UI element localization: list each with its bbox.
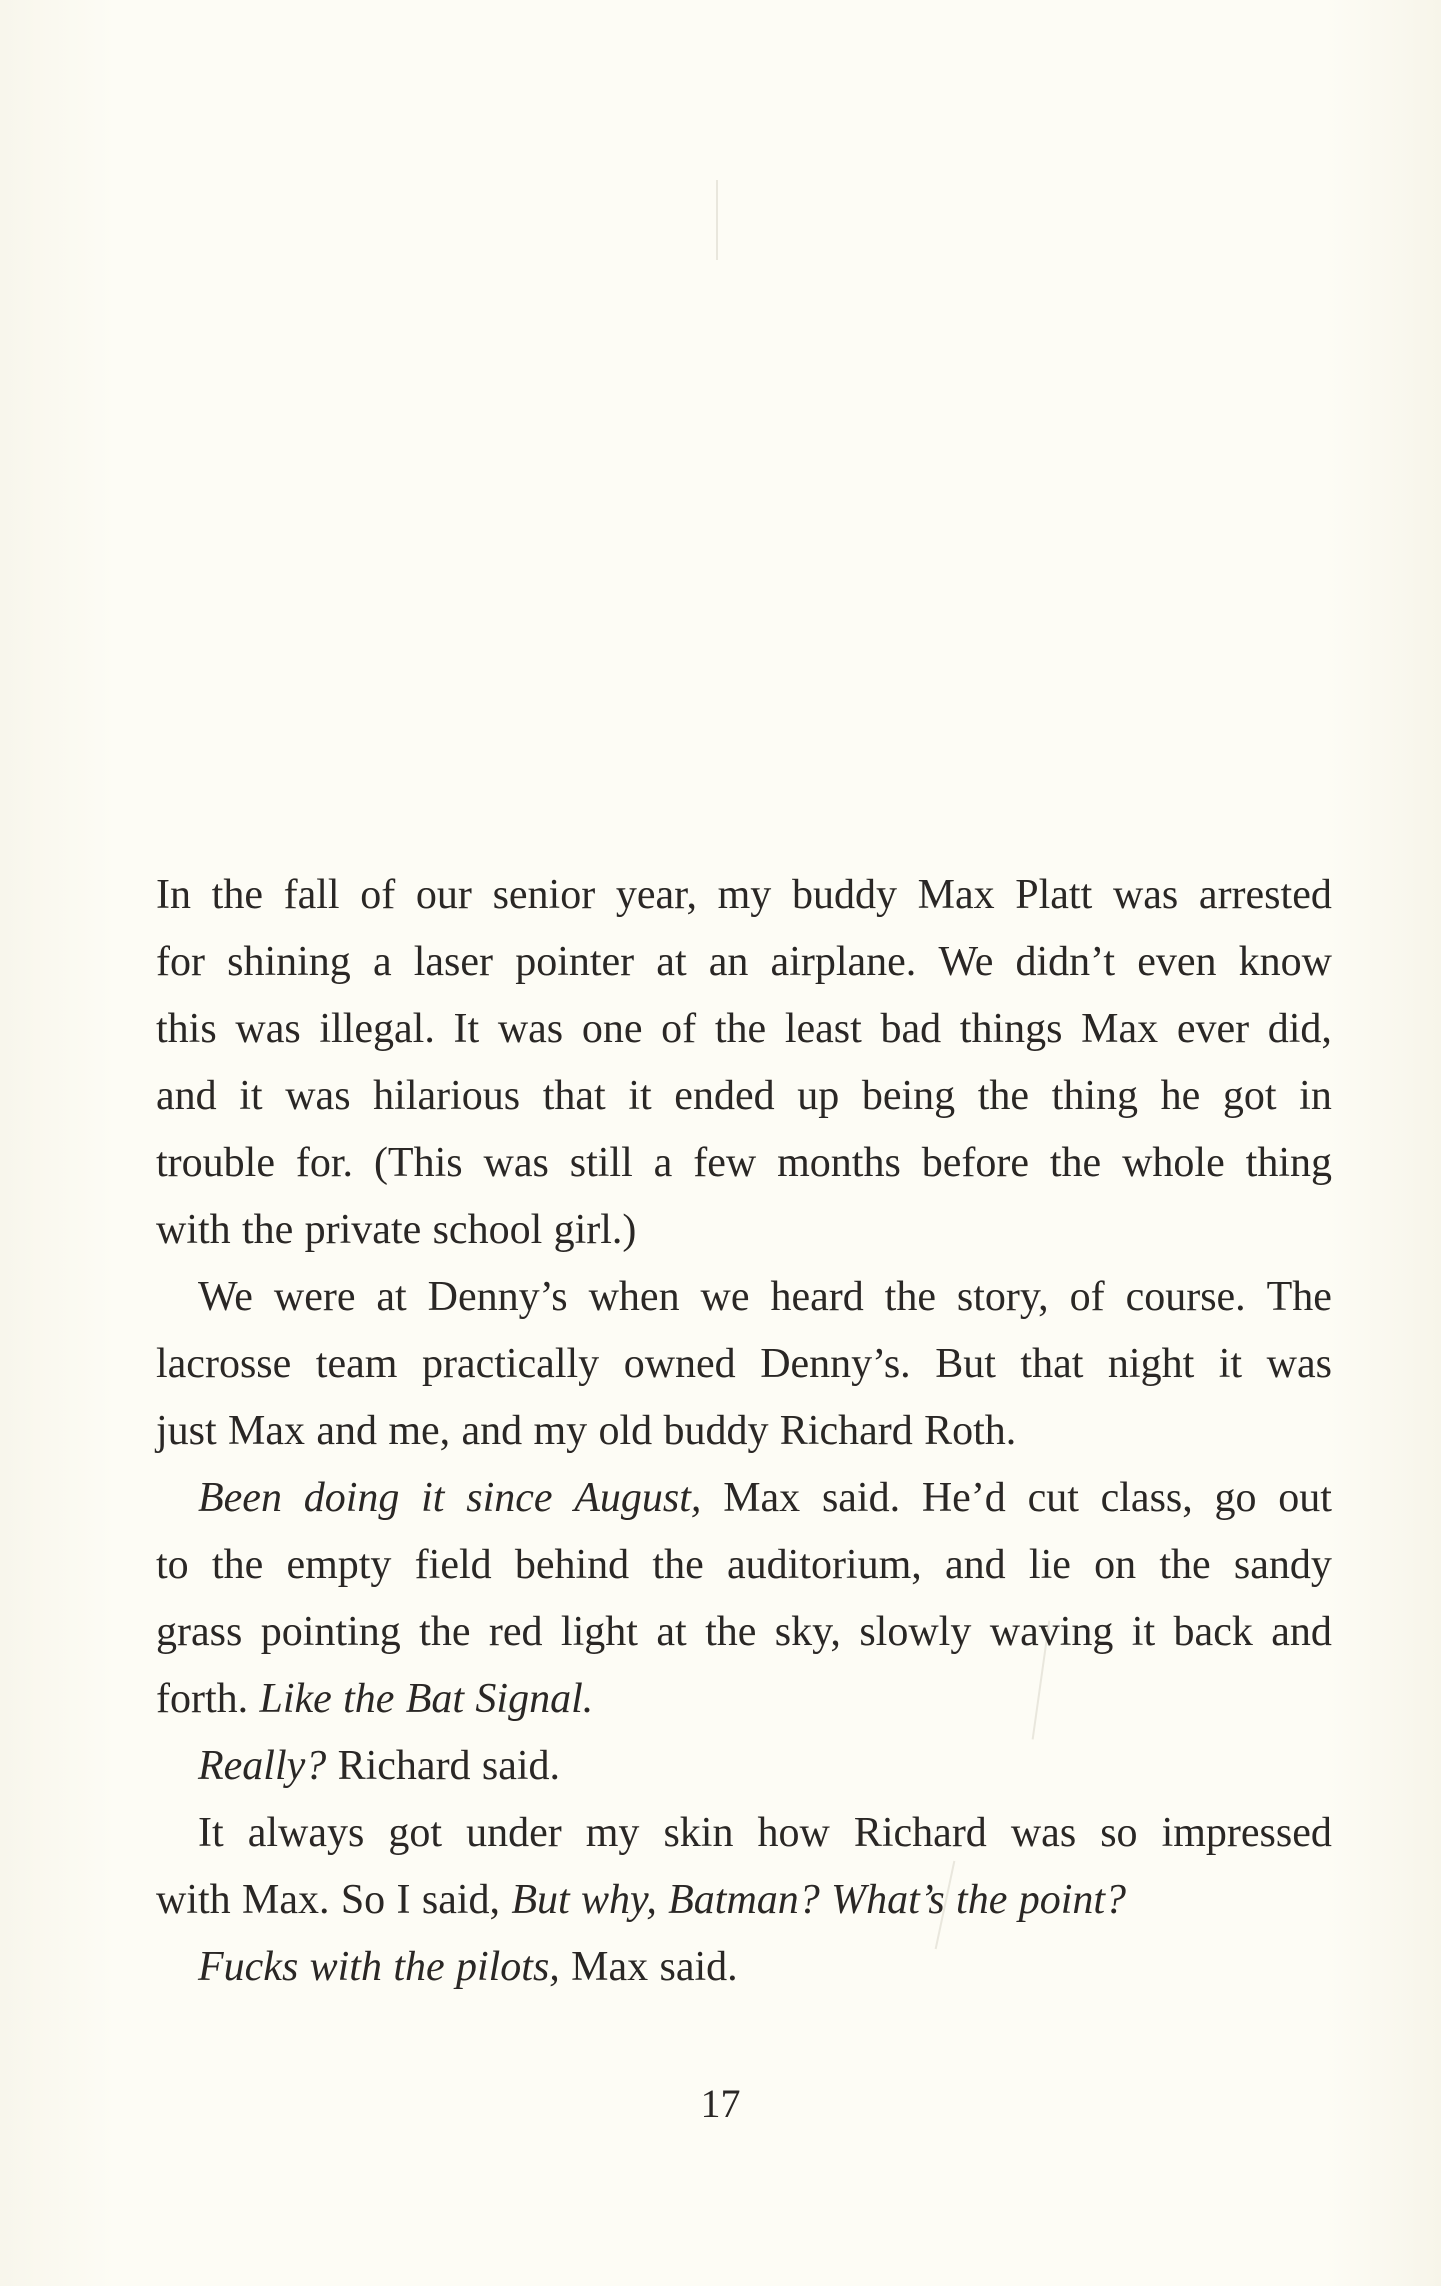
word: So bbox=[340, 1877, 386, 1923]
word-gap bbox=[450, 1398, 461, 1465]
word: (This bbox=[373, 1140, 463, 1186]
word: bad bbox=[880, 1006, 942, 1052]
word: one bbox=[581, 1006, 643, 1052]
word: and bbox=[156, 1073, 217, 1119]
word: at bbox=[656, 939, 687, 985]
word-gap bbox=[394, 1666, 405, 1733]
word: on bbox=[1094, 1542, 1137, 1588]
text-line bbox=[156, 1063, 1332, 1130]
word: of bbox=[661, 1006, 697, 1052]
text-line bbox=[156, 1264, 1332, 1331]
word: before bbox=[921, 1140, 1029, 1186]
word: Richard bbox=[779, 1408, 913, 1454]
word: even bbox=[1137, 939, 1217, 985]
word: he bbox=[1160, 1073, 1201, 1119]
word: cut bbox=[1027, 1475, 1079, 1521]
word: practically bbox=[421, 1341, 600, 1387]
word: still bbox=[569, 1140, 633, 1186]
word-gap bbox=[570, 1867, 581, 1934]
word: We bbox=[198, 1274, 253, 1320]
word: up bbox=[797, 1073, 840, 1119]
word: it bbox=[628, 1073, 652, 1119]
word: since bbox=[466, 1475, 553, 1521]
word: the bbox=[1159, 1542, 1211, 1588]
word: with bbox=[156, 1207, 231, 1253]
word-gap bbox=[522, 1398, 533, 1465]
word: was bbox=[1010, 1810, 1077, 1856]
word: Fucks bbox=[198, 1944, 299, 1990]
word: Signal. bbox=[475, 1676, 594, 1722]
word: owned bbox=[623, 1341, 736, 1387]
text-line bbox=[156, 1599, 1332, 1666]
word: out bbox=[1278, 1475, 1332, 1521]
word: me, bbox=[388, 1408, 451, 1454]
word: got bbox=[388, 1810, 443, 1856]
word: things bbox=[959, 1006, 1063, 1052]
text-line bbox=[156, 1398, 1332, 1465]
word: Platt bbox=[1015, 872, 1093, 918]
paragraph bbox=[156, 1934, 1332, 2001]
word: slowly bbox=[859, 1609, 972, 1655]
word: and bbox=[461, 1408, 523, 1454]
word-gap bbox=[298, 1934, 309, 2001]
word: pointing bbox=[260, 1609, 401, 1655]
word: and bbox=[1271, 1609, 1332, 1655]
word: Like bbox=[259, 1676, 332, 1722]
word: the bbox=[211, 872, 263, 918]
word: night bbox=[1107, 1341, 1195, 1387]
word: Roth. bbox=[924, 1408, 1017, 1454]
word: pointer bbox=[515, 939, 635, 985]
text-line bbox=[156, 862, 1332, 929]
word-gap bbox=[542, 1197, 553, 1264]
word: The bbox=[1266, 1274, 1332, 1320]
word: In bbox=[156, 872, 191, 918]
word: field bbox=[414, 1542, 492, 1588]
paragraph bbox=[156, 1264, 1332, 1465]
word: airplane. bbox=[770, 939, 917, 985]
word: the bbox=[977, 1073, 1030, 1119]
word: Denny’s. bbox=[760, 1341, 911, 1387]
word: the bbox=[242, 1207, 294, 1253]
word: why, bbox=[580, 1877, 657, 1923]
word: the bbox=[343, 1676, 395, 1722]
word: an bbox=[708, 939, 749, 985]
word: said, bbox=[421, 1877, 500, 1923]
word: it bbox=[1218, 1341, 1243, 1387]
word: to bbox=[156, 1542, 189, 1588]
word: said. bbox=[821, 1475, 901, 1521]
word: the bbox=[652, 1542, 704, 1588]
word: buddy bbox=[663, 1408, 769, 1454]
word: lie bbox=[1028, 1542, 1071, 1588]
word: was bbox=[1266, 1341, 1332, 1387]
word: that bbox=[542, 1073, 606, 1119]
word: red bbox=[488, 1609, 543, 1655]
word: know bbox=[1238, 939, 1332, 985]
word-gap bbox=[330, 1867, 341, 1934]
word-gap bbox=[217, 1398, 228, 1465]
word: the bbox=[884, 1274, 936, 1320]
word: this bbox=[156, 1006, 217, 1052]
word: It bbox=[198, 1810, 224, 1856]
word: But bbox=[935, 1341, 996, 1387]
text-line bbox=[156, 996, 1332, 1063]
word: empty bbox=[286, 1542, 392, 1588]
word-gap bbox=[305, 1398, 316, 1465]
word-gap bbox=[768, 1398, 779, 1465]
text-line bbox=[156, 1934, 1332, 2001]
word-gap bbox=[411, 1867, 422, 1934]
word: always bbox=[247, 1810, 365, 1856]
word: at bbox=[656, 1609, 687, 1655]
word: ended bbox=[674, 1073, 775, 1119]
word: thing bbox=[1051, 1073, 1138, 1119]
word-gap bbox=[1007, 1867, 1018, 1934]
word: was bbox=[1112, 872, 1179, 918]
word: in bbox=[1299, 1073, 1332, 1119]
word-gap bbox=[913, 1398, 924, 1465]
word: trouble bbox=[156, 1140, 275, 1186]
word: team bbox=[315, 1341, 398, 1387]
word: it bbox=[239, 1073, 263, 1119]
word: sandy bbox=[1233, 1542, 1332, 1588]
word: of bbox=[360, 872, 396, 918]
word: class, bbox=[1100, 1475, 1193, 1521]
text-line bbox=[156, 929, 1332, 996]
word: private bbox=[304, 1207, 422, 1253]
word: Been bbox=[198, 1475, 282, 1521]
text-line bbox=[156, 1733, 1332, 1800]
word: of bbox=[1069, 1274, 1105, 1320]
word: the bbox=[714, 1006, 767, 1052]
word: we bbox=[700, 1274, 750, 1320]
word: was bbox=[483, 1140, 549, 1186]
word: least bbox=[784, 1006, 862, 1052]
word: school bbox=[432, 1207, 543, 1253]
word: sky, bbox=[774, 1609, 841, 1655]
word: thing bbox=[1245, 1140, 1332, 1186]
word: Max bbox=[917, 872, 995, 918]
word-gap bbox=[464, 1666, 475, 1733]
word: my bbox=[533, 1408, 588, 1454]
word-gap bbox=[231, 1197, 242, 1264]
word: the bbox=[705, 1609, 757, 1655]
word: under bbox=[466, 1810, 562, 1856]
paragraph bbox=[156, 862, 1332, 1264]
word-gap bbox=[377, 1398, 388, 1465]
word: it bbox=[1131, 1609, 1156, 1655]
word: Richard bbox=[853, 1810, 987, 1856]
word: shining bbox=[227, 939, 351, 985]
word: was bbox=[235, 1006, 301, 1052]
word-gap bbox=[471, 1733, 482, 1800]
word: the bbox=[211, 1542, 264, 1588]
text-line bbox=[156, 1800, 1332, 1867]
word: waving bbox=[989, 1609, 1114, 1655]
word-gap bbox=[648, 1934, 659, 2001]
word: I bbox=[396, 1877, 411, 1923]
word-gap bbox=[382, 1934, 393, 2001]
word-gap bbox=[945, 1867, 956, 1934]
word: our bbox=[415, 872, 472, 918]
word: arrested bbox=[1198, 872, 1332, 918]
word: Richard bbox=[337, 1743, 471, 1789]
word: behind bbox=[514, 1542, 630, 1588]
word: forth. bbox=[156, 1676, 249, 1722]
word: for. bbox=[295, 1140, 354, 1186]
word: for bbox=[156, 939, 205, 985]
word: But bbox=[511, 1877, 570, 1923]
word: What’s bbox=[831, 1877, 945, 1923]
word: being bbox=[861, 1073, 956, 1119]
word: Max bbox=[723, 1475, 801, 1521]
word: the bbox=[393, 1944, 445, 1990]
word: August, bbox=[574, 1475, 702, 1521]
word: buddy bbox=[791, 872, 897, 918]
paragraph bbox=[156, 1465, 1332, 1733]
word: the bbox=[956, 1877, 1008, 1923]
paragraph bbox=[156, 1733, 1332, 1800]
word: and bbox=[316, 1408, 377, 1454]
word: the bbox=[419, 1609, 471, 1655]
word: did, bbox=[1267, 1006, 1332, 1052]
word: grass bbox=[156, 1609, 243, 1655]
word-gap bbox=[385, 1867, 396, 1934]
word: was bbox=[497, 1006, 564, 1052]
word: so bbox=[1100, 1810, 1138, 1856]
text-line bbox=[156, 1532, 1332, 1599]
word: senior bbox=[492, 872, 596, 918]
word-gap bbox=[820, 1867, 831, 1934]
word-gap bbox=[560, 1934, 571, 2001]
word: said. bbox=[659, 1944, 738, 1990]
word: skin bbox=[663, 1810, 734, 1856]
text-line bbox=[156, 1197, 1332, 1264]
word: back bbox=[1173, 1609, 1253, 1655]
word: He’d bbox=[921, 1475, 1006, 1521]
word: how bbox=[757, 1810, 830, 1856]
word: hilarious bbox=[373, 1073, 521, 1119]
word-gap bbox=[445, 1934, 456, 2001]
word: with bbox=[156, 1877, 231, 1923]
word: auditorium, bbox=[726, 1542, 922, 1588]
word-gap bbox=[332, 1666, 343, 1733]
word: heard bbox=[770, 1274, 864, 1320]
word: my bbox=[585, 1810, 640, 1856]
word-gap bbox=[248, 1666, 259, 1733]
word-gap bbox=[231, 1867, 242, 1934]
word: Batman? bbox=[668, 1877, 820, 1923]
word: my bbox=[717, 872, 772, 918]
word: didn’t bbox=[1015, 939, 1116, 985]
word: when bbox=[588, 1274, 680, 1320]
paper-artifact bbox=[716, 180, 718, 260]
word: a bbox=[653, 1140, 673, 1186]
text-line bbox=[156, 1130, 1332, 1197]
word: We bbox=[938, 939, 994, 985]
word: months bbox=[777, 1140, 901, 1186]
word: ever bbox=[1176, 1006, 1250, 1052]
word: story, bbox=[956, 1274, 1049, 1320]
word: that bbox=[1020, 1341, 1084, 1387]
word: go bbox=[1214, 1475, 1257, 1521]
word: said. bbox=[481, 1743, 561, 1789]
word-gap bbox=[500, 1867, 511, 1934]
word: course. bbox=[1125, 1274, 1246, 1320]
text-line bbox=[156, 1331, 1332, 1398]
page-number: 17 bbox=[700, 2081, 741, 2126]
word-gap bbox=[652, 1398, 663, 1465]
word: was bbox=[285, 1073, 351, 1119]
word: girl.) bbox=[553, 1207, 637, 1253]
word: illegal. bbox=[319, 1006, 435, 1052]
word: point? bbox=[1018, 1877, 1127, 1923]
word: the bbox=[1049, 1140, 1102, 1186]
word: doing bbox=[303, 1475, 400, 1521]
word: Max bbox=[571, 1944, 649, 1990]
word: old bbox=[598, 1408, 653, 1454]
word: just bbox=[156, 1408, 217, 1454]
word: and bbox=[945, 1542, 1006, 1588]
body-text bbox=[156, 862, 1332, 2001]
word: pilots, bbox=[455, 1944, 560, 1990]
word: at bbox=[376, 1274, 407, 1320]
word: Really? bbox=[198, 1743, 327, 1789]
word: It bbox=[453, 1006, 480, 1052]
text-line bbox=[156, 1867, 1332, 1934]
word: a bbox=[372, 939, 392, 985]
word: fall bbox=[283, 872, 340, 918]
word-gap bbox=[326, 1733, 337, 1800]
word-gap bbox=[587, 1398, 598, 1465]
word-gap bbox=[657, 1867, 668, 1934]
word: whole bbox=[1122, 1140, 1225, 1186]
word: Max bbox=[1081, 1006, 1159, 1052]
word: few bbox=[693, 1140, 757, 1186]
word: with bbox=[309, 1944, 382, 1990]
word: laser bbox=[413, 939, 494, 985]
text-line bbox=[156, 1666, 1332, 1733]
word-gap bbox=[293, 1197, 304, 1264]
word: got bbox=[1222, 1073, 1277, 1119]
word: it bbox=[421, 1475, 445, 1521]
word: Bat bbox=[405, 1676, 465, 1722]
word: Max bbox=[228, 1408, 306, 1454]
paragraph bbox=[156, 1800, 1332, 1934]
word: Max. bbox=[242, 1877, 330, 1923]
text-line bbox=[156, 1465, 1332, 1532]
word: year, bbox=[615, 872, 697, 918]
word: Denny’s bbox=[427, 1274, 568, 1320]
word: impressed bbox=[1161, 1810, 1332, 1856]
word-gap bbox=[421, 1197, 432, 1264]
word: were bbox=[273, 1274, 356, 1320]
word: lacrosse bbox=[156, 1341, 292, 1387]
word: light bbox=[560, 1609, 638, 1655]
